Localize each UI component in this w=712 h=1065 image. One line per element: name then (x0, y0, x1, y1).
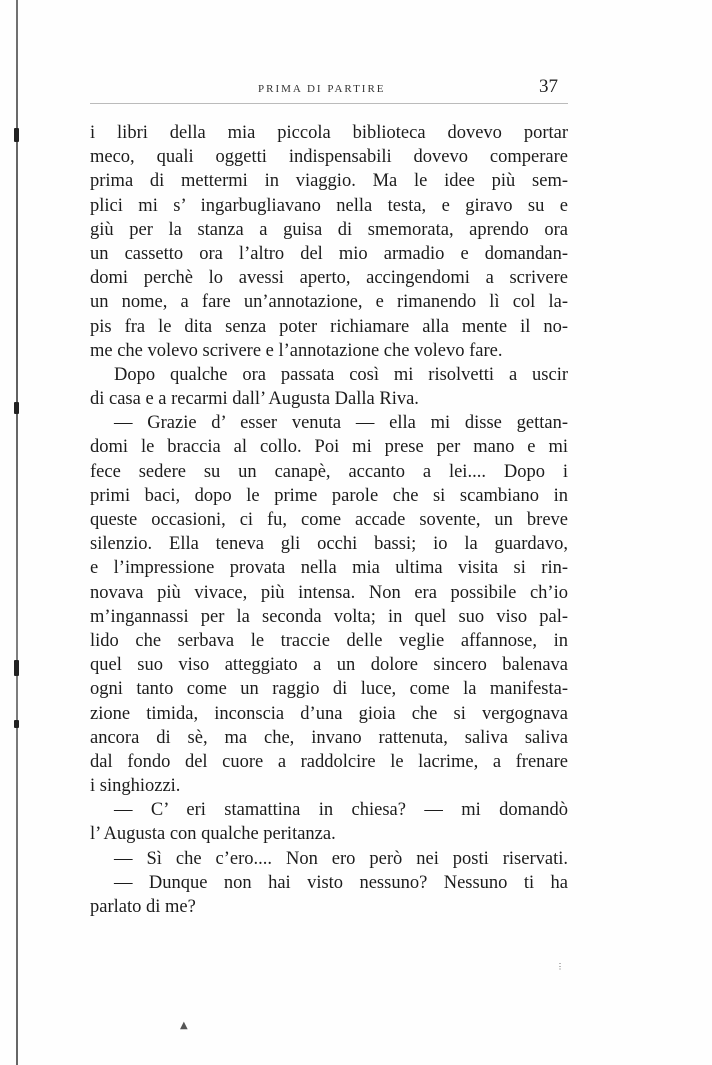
text-line: zione timida, inconscia d’una gioia che si vergognava (90, 703, 568, 724)
text-line: l’ Augusta con qualche peritanza. (90, 824, 336, 845)
text-line: pis fra le dita senza poter richiamare alla mente il no- (90, 316, 568, 337)
text-line: i singhiozzi. (90, 776, 181, 797)
text-line: domi perchè lo avessi aperto, accingendomi a scrivere (90, 268, 568, 289)
text-line: m’ingannassi per la seconda volta; in quel suo viso pal- (90, 606, 568, 627)
text-line: queste occasioni, ci fu, come accade sovente, un breve (90, 510, 568, 530)
text-line: — Dunque non hai visto nessuno? Nessuno ti ha (114, 872, 568, 893)
body-text (90, 121, 568, 919)
text-line: dal fondo del cuore a raddolcire le lacrime, a frenare (90, 751, 568, 772)
text-line: lido che serbava le traccie delle veglie affannose, in (90, 630, 568, 651)
text-line: un cassetto ora l’altro del mio armadio e domandan- (90, 243, 568, 264)
running-head: PRIMA DI PARTIRE (258, 83, 386, 95)
header-rule (90, 103, 568, 104)
text-line: e l’impressione provata nella mia ultima visita si rin- (90, 558, 568, 579)
text-line: primi baci, dopo le prime parole che si scambiano in (90, 485, 568, 506)
text-line: me che volevo scrivere e l’annotazione che volevo fare. (90, 340, 503, 361)
page-header (90, 76, 568, 100)
print-speck: ▲ (180, 1020, 188, 1031)
text-line: domi le braccia al collo. Poi mi prese per mano e mi (90, 437, 568, 458)
text-line: prima di mettermi in viaggio. Ma le idee più sem- (90, 171, 568, 192)
text-line: di casa e a recarmi dall’ Augusta Dalla Riva. (90, 389, 419, 410)
print-speck: ⋮ (556, 962, 564, 971)
text-line: — Grazie d’ esser venuta — ella mi disse gettan- (114, 413, 568, 434)
text-line: parlato di me? (90, 897, 196, 917)
text-line: — C’ eri stamattina in chiesa? — mi domandò (114, 800, 568, 821)
text-line: — Sì che c’ero.... Non ero però nei posti riservati. (114, 848, 568, 869)
binding-edge (16, 0, 18, 1065)
text-line: un nome, a fare un’annotazione, e rimanendo lì col la- (90, 292, 568, 313)
text-line: quel suo viso atteggiato a un dolore sincero balenava (90, 655, 568, 676)
text-line: giù per la stanza a guisa di smemorata, aprendo ora (90, 219, 568, 240)
text-line: meco, quali oggetti indispensabili dovevo comperare (90, 147, 568, 168)
text-line: i libri della mia piccola biblioteca dovevo portar (90, 123, 568, 143)
text-line: ogni tanto come un raggio di luce, come la manifesta- (90, 679, 568, 700)
text-line: novava più vivace, più intensa. Non era possibile ch’io (90, 582, 568, 603)
text-line: fece sedere su un canapè, accanto a lei.... Dopo i (90, 461, 568, 482)
text-line: ancora di sè, ma che, invano rattenuta, saliva saliva (90, 727, 568, 748)
text-line: Dopo qualche ora passata così mi risolvetti a uscir (114, 364, 568, 385)
text-line: plici mi s’ ingarbugliavano nella testa, e giravo su e (90, 195, 568, 216)
page-number: 37 (539, 76, 558, 97)
text-line: silenzio. Ella teneva gli occhi bassi; io la guardavo, (90, 534, 568, 555)
